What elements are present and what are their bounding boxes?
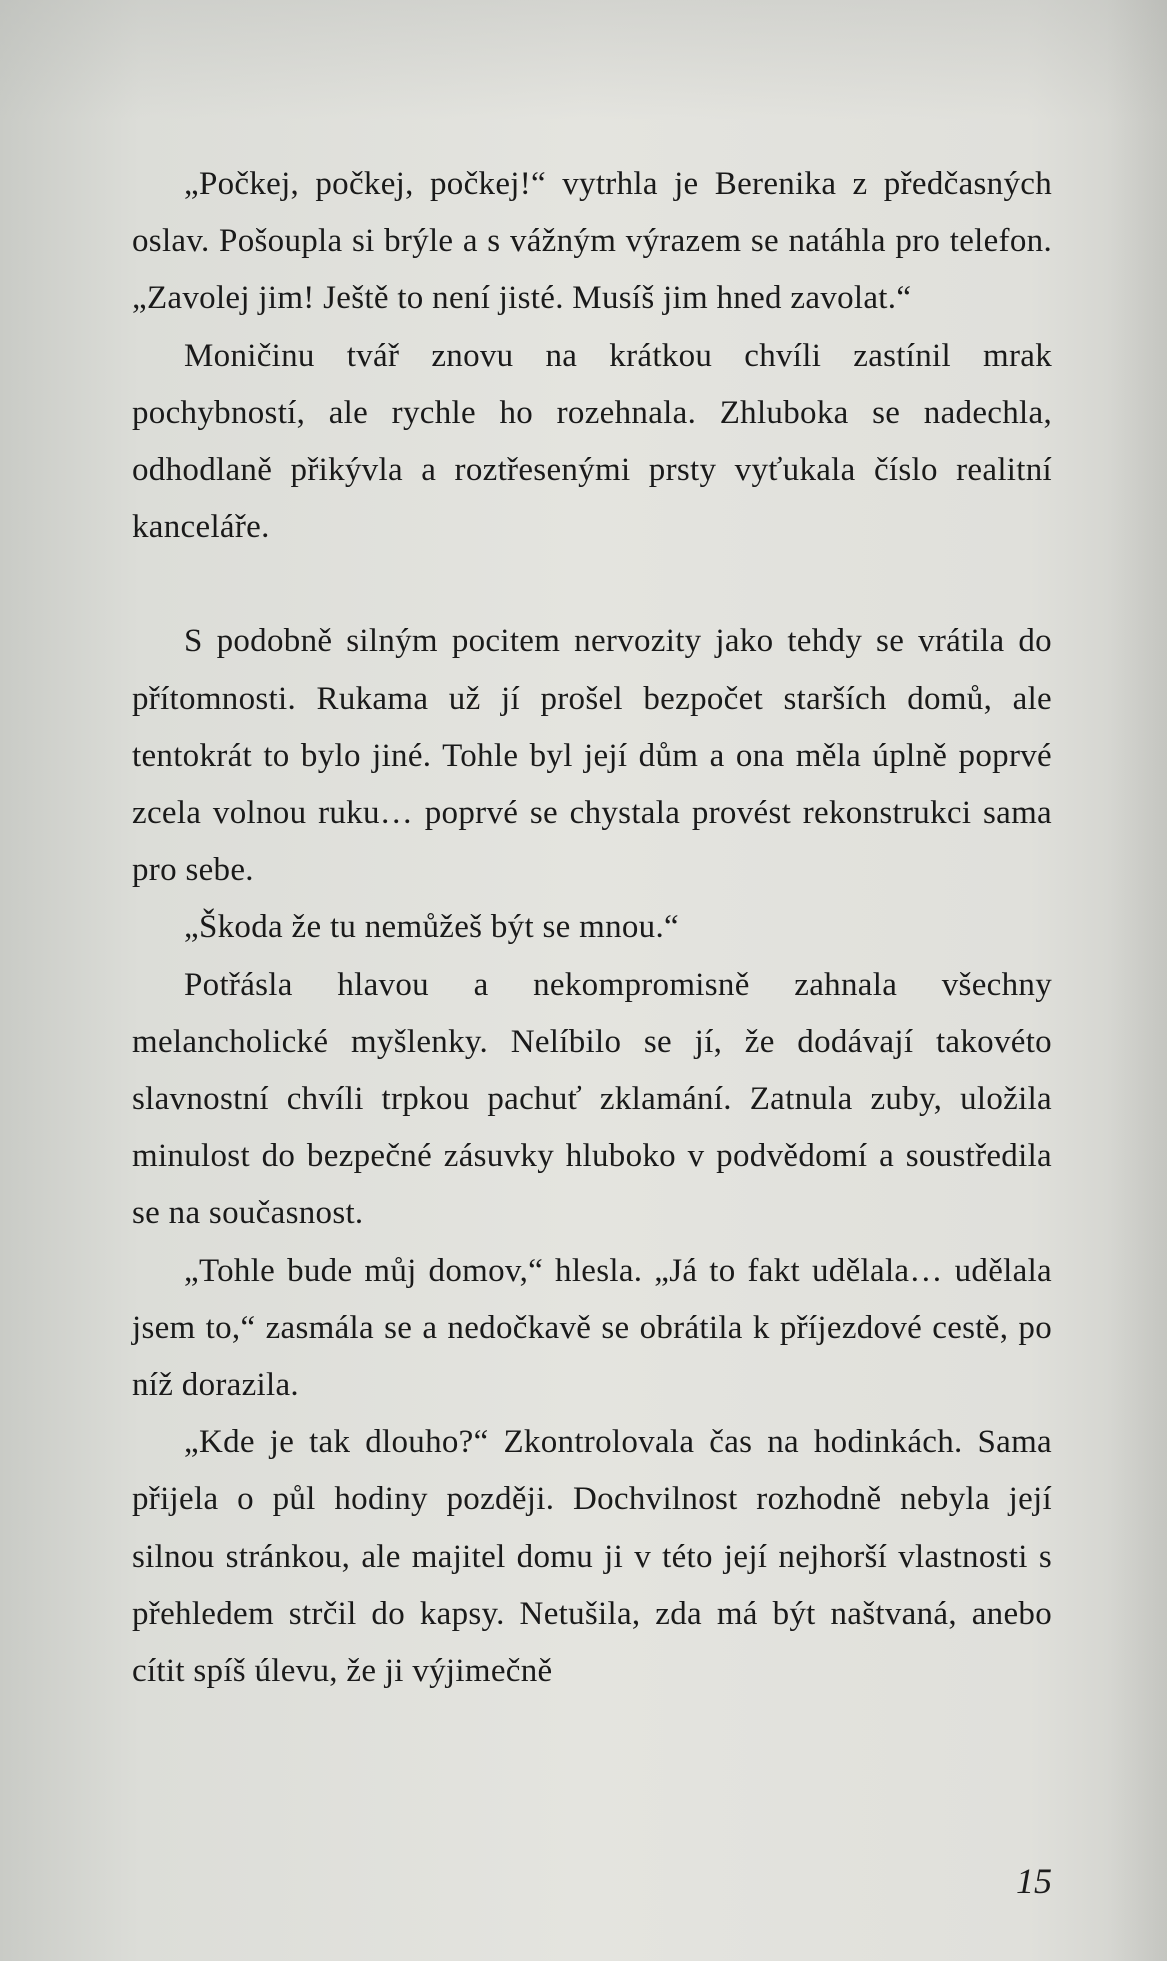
paragraph-3: S podobně silným pocitem nervozity jako tehdy se vrátila do přítomnosti. Rukama už jí prošel bezpočet starších domů, ale tentokrát to bylo jiné. Tohle byl její dům a ona měla úplně poprvé zcela volnou ruku… poprvé se chystala provést rekonstrukci sama pro sebe. [132, 623, 1052, 889]
paragraph-4: „Škoda že tu nemůžeš být se mnou.“ [184, 909, 679, 946]
section-break [132, 556, 1052, 613]
page-number: 15 [1016, 1861, 1052, 1901]
paragraph-5: Potřásla hlavou a nekompromisně zahnala všechny melancholické myšlenky. Nelíbilo se jí, že dodávají takovéto slavnostní chvíli trpkou pachuť zklamání. Zatnula zuby, uložila minulost do bezpečné zásuvky hluboko v podvědomí a soustředila se na současnost. [132, 966, 1052, 1232]
paragraph-1: „Počkej, počkej, počkej!“ vytrhla je Berenika z předčasných oslav. Pošoupla si brýle a s vážným výrazem se natáhla pro telefon. „Zavolej jim! Ještě to není jisté. Musíš jim hned zavolat.“ [132, 166, 1052, 317]
paragraph-7: „Kde je tak dlouho?“ Zkontrolovala čas na hodinkách. Sama přijela o půl hodiny později. Dochvilnost rozhodně nebyla její silnou stránkou, ale majitel domu ji v této její nejhorší vlastnosti s přehledem strčil do kapsy. Netušila, zda má být naštvaná, anebo cítit spíš úlevu, že ji výjimečně [132, 1424, 1052, 1690]
page-edge-shadow [1107, 0, 1167, 1961]
paragraph-2: Moničinu tvář znovu na krátkou chvíli zastínil mrak pochybností, ale rychle ho rozehnala. Zhluboka se nadechla, odhodlaně přikývla a roztřesenými prsty vyťukala číslo realitní kanceláře. [132, 337, 1052, 546]
body-text [132, 156, 1052, 1700]
paragraph-6: „Tohle bude můj domov,“ hlesla. „Já to fakt udělala… udělala jsem to,“ zasmála se a nedočkavě se obrátila k příjezdové cestě, po níž dorazila. [132, 1252, 1052, 1404]
